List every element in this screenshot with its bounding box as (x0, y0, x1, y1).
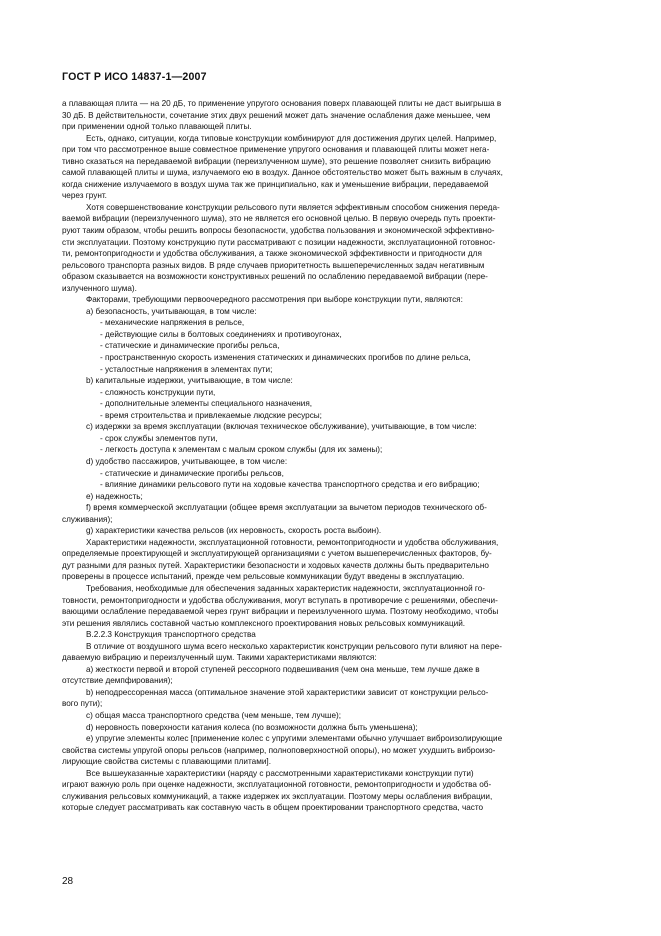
text-line: свойства системы упругой опоры рельсов (например, полноповерхностной опоры), но может ухудшить виброизо- (62, 745, 496, 755)
text-line: служивания рельсовых коммуникаций, а также издержек их эксплуатации. Поэтому меры ослабления вибрации, (62, 791, 493, 801)
text-line: a) жесткости первой и второй ступеней рессорного подвешивания (чем она меньше, тем лучше даже в (86, 664, 480, 674)
text-line: служивания); (62, 514, 113, 524)
text-line: Все вышеуказанные характеристики (наряду с рассмотренными характеристиками конструкции пути) (86, 768, 474, 778)
text-line: e) упругие элементы колес [применение колес с упругими элементами обычно улучшает виброизолирующие (86, 734, 503, 744)
text-line: отсутствие демпфирования); (62, 676, 173, 686)
text-line: - усталостные напряжения в элементах пути; (100, 364, 273, 374)
text-line: образом сказывается на возможности конструктивных решений по ослаблению передаваемой вибрации (пере- (62, 272, 488, 282)
text-line: дут разными для разных путей. Характеристики безопасности и ходовых качеств должны быть предварительно (62, 560, 489, 570)
text-line: - статические и динамические прогибы рельса, (100, 341, 280, 351)
text-line: - легкость доступа к элементам с малым сроком службы (для их замены); (100, 445, 383, 455)
text-line: - сложность конструкции пути, (100, 387, 216, 397)
text-line: проверены в процессе испытаний, прежде чем рельсовые коммуникации будут введены в эксплуатацию. (62, 572, 465, 582)
text-line: определяемые проектирующей и эксплуатирующей организациями с учетом вышеперечисленных факторов, бу- (62, 549, 492, 559)
text-line: g) характеристики качества рельсов (их неровность, скорость роста выбоин). (86, 526, 382, 536)
text-line: f) время коммерческой эксплуатации (общее время эксплуатации за вычетом периодов технического об- (86, 503, 487, 513)
text-line: ваемой вибрации (переизлученного шума), это не является его основной целью. В первую очередь путь проекти- (62, 214, 496, 224)
text-line: - действующие силы в болтовых соединениях и противоугонах, (100, 329, 342, 339)
text-line: - время строительства и привлекаемые людские ресурсы; (100, 410, 322, 420)
text-line: c) издержки за время эксплуатации (включая техническое обслуживание), учитывающие, в том числе: (86, 422, 477, 432)
text-line: тивно сказаться на передаваемой вибрации (переизлученном шуме), это решение позволяет снизить вибрацию (62, 156, 491, 166)
text-line: вающими ослабление передаваемой через грунт вибрации и переизлученного шума. Поэтому необходимо, чтобы (62, 607, 499, 617)
text-line: даваемую вибрацию и переизлученный шум. Такими характеристиками являются: (62, 653, 377, 663)
text-line: В.2.2.3 Конструкция транспортного средства (86, 630, 256, 640)
text-line: Факторами, требующими первоочередного рассмотрения при выборе конструкции пути, являются: (86, 295, 463, 305)
text-line: b) неподрессоренная масса (оптимальное значение этой характеристики зависит от конструкции рельсо- (86, 687, 489, 697)
text-line: вого пути); (62, 699, 103, 709)
text-line: излученного шума). (62, 283, 137, 293)
text-line: - срок службы элементов пути, (100, 433, 218, 443)
text-line: рельсового транспорта разных видов. В ряде случаев приоритетность вышеперечисленных задач негативным (62, 260, 485, 270)
text-line: Хотя совершенствование конструкции рельсового пути является эффективным способом снижения переда- (86, 202, 500, 212)
text-line: при том что рассмотренное выше совместное применение упругого основания и плавающей плиты может нега- (62, 145, 490, 155)
text-line: d) удобство пассажиров, учитывающее, в том числе: (86, 456, 288, 466)
text-line: самой плавающей плиты и шума, излучаемого ею в воздух. Данное обстоятельство может быть важным в случаях, (62, 168, 503, 178)
text-line: d) неровность поверхности катания колеса (по возможности должна быть уменьшена); (86, 722, 418, 732)
text-line: при применении одной только плавающей плиты. (62, 122, 252, 132)
text-line: лирующие свойства системы с плавающими плитами]. (62, 757, 271, 767)
text-line: - пространственную скорость изменения статических и динамических прогибов по длине рельса, (100, 353, 471, 363)
text-line: когда снижение излучаемого в воздух шума так же принципиально, как и уменьшение вибрации, передаваемой (62, 179, 489, 189)
text-line: сти эксплуатации. Поэтому конструкцию пути рассматривают с позиции надежности, эксплуатационной готовнос- (62, 237, 496, 247)
text-line: которые следует рассматривать как составную часть в общем проектировании транспортного средства, часто (62, 803, 484, 813)
text-line: играют важную роль при оценке надежности, эксплуатационной готовности, ремонтопригодности и удобства об- (62, 780, 492, 790)
text-line: эти решения являлись составной частью комплексного проектирования новых рельсовых коммуникаций. (62, 618, 466, 628)
text-line: e) надежность; (86, 491, 143, 501)
text-line: Характеристики надежности, эксплуатационной готовности, ремонтопригодности и удобства обслуживания, (86, 537, 499, 547)
text-line: - влияние динамики рельсового пути на ходовые качества транспортного средства и его вибрацию; (100, 480, 480, 490)
text-line: руют таким образом, чтобы решить вопросы безопасности, удобства пользования и экономической эффективно- (62, 226, 495, 236)
body-text (62, 98, 600, 814)
text-line: - статические и динамические прогибы рельсов, (100, 468, 284, 478)
text-line: а плавающая плита — на 20 дБ, то применение упругого основания поверх плавающей плиты не даст выигрыша в (62, 99, 502, 108)
text-line: 30 дБ. В действительности, сочетание этих двух решений может дать значение ослабления даже меньшее, чем (62, 110, 491, 120)
document-header: ГОСТ Р ИСО 14837-1—2007 (62, 71, 207, 83)
text-line: b) капитальные издержки, учитывающие, в том числе: (86, 376, 293, 386)
text-line: c) общая масса транспортного средства (чем меньше, тем лучше); (86, 710, 342, 720)
text-line: - механические напряжения в рельсе, (100, 318, 245, 328)
text-line: В отличие от воздушного шума всего несколько характеристик конструкции рельсового пути влияют на пере- (86, 641, 502, 651)
text-line: через грунт. (62, 191, 107, 201)
page-number: 28 (62, 876, 74, 887)
text-line: - дополнительные элементы специального назначения, (100, 399, 313, 409)
text-line: Есть, однако, ситуации, когда типовые конструкции комбинируют для достижения других целей. Например, (86, 133, 497, 143)
text-line: а) безопасность, учитывающая, в том числе: (86, 306, 257, 316)
text-line: Требования, необходимые для обеспечения заданных характеристик надежности, эксплуатационной го- (86, 583, 486, 593)
text-line: товности, ремонтопригодности и удобства обслуживания, могут вступать в противоречие с решениями, обеспечи- (62, 595, 498, 605)
text-line: ти, ремонтопригодности и удобства обслуживания, а также экономической эффективности и пригодности для (62, 249, 482, 259)
